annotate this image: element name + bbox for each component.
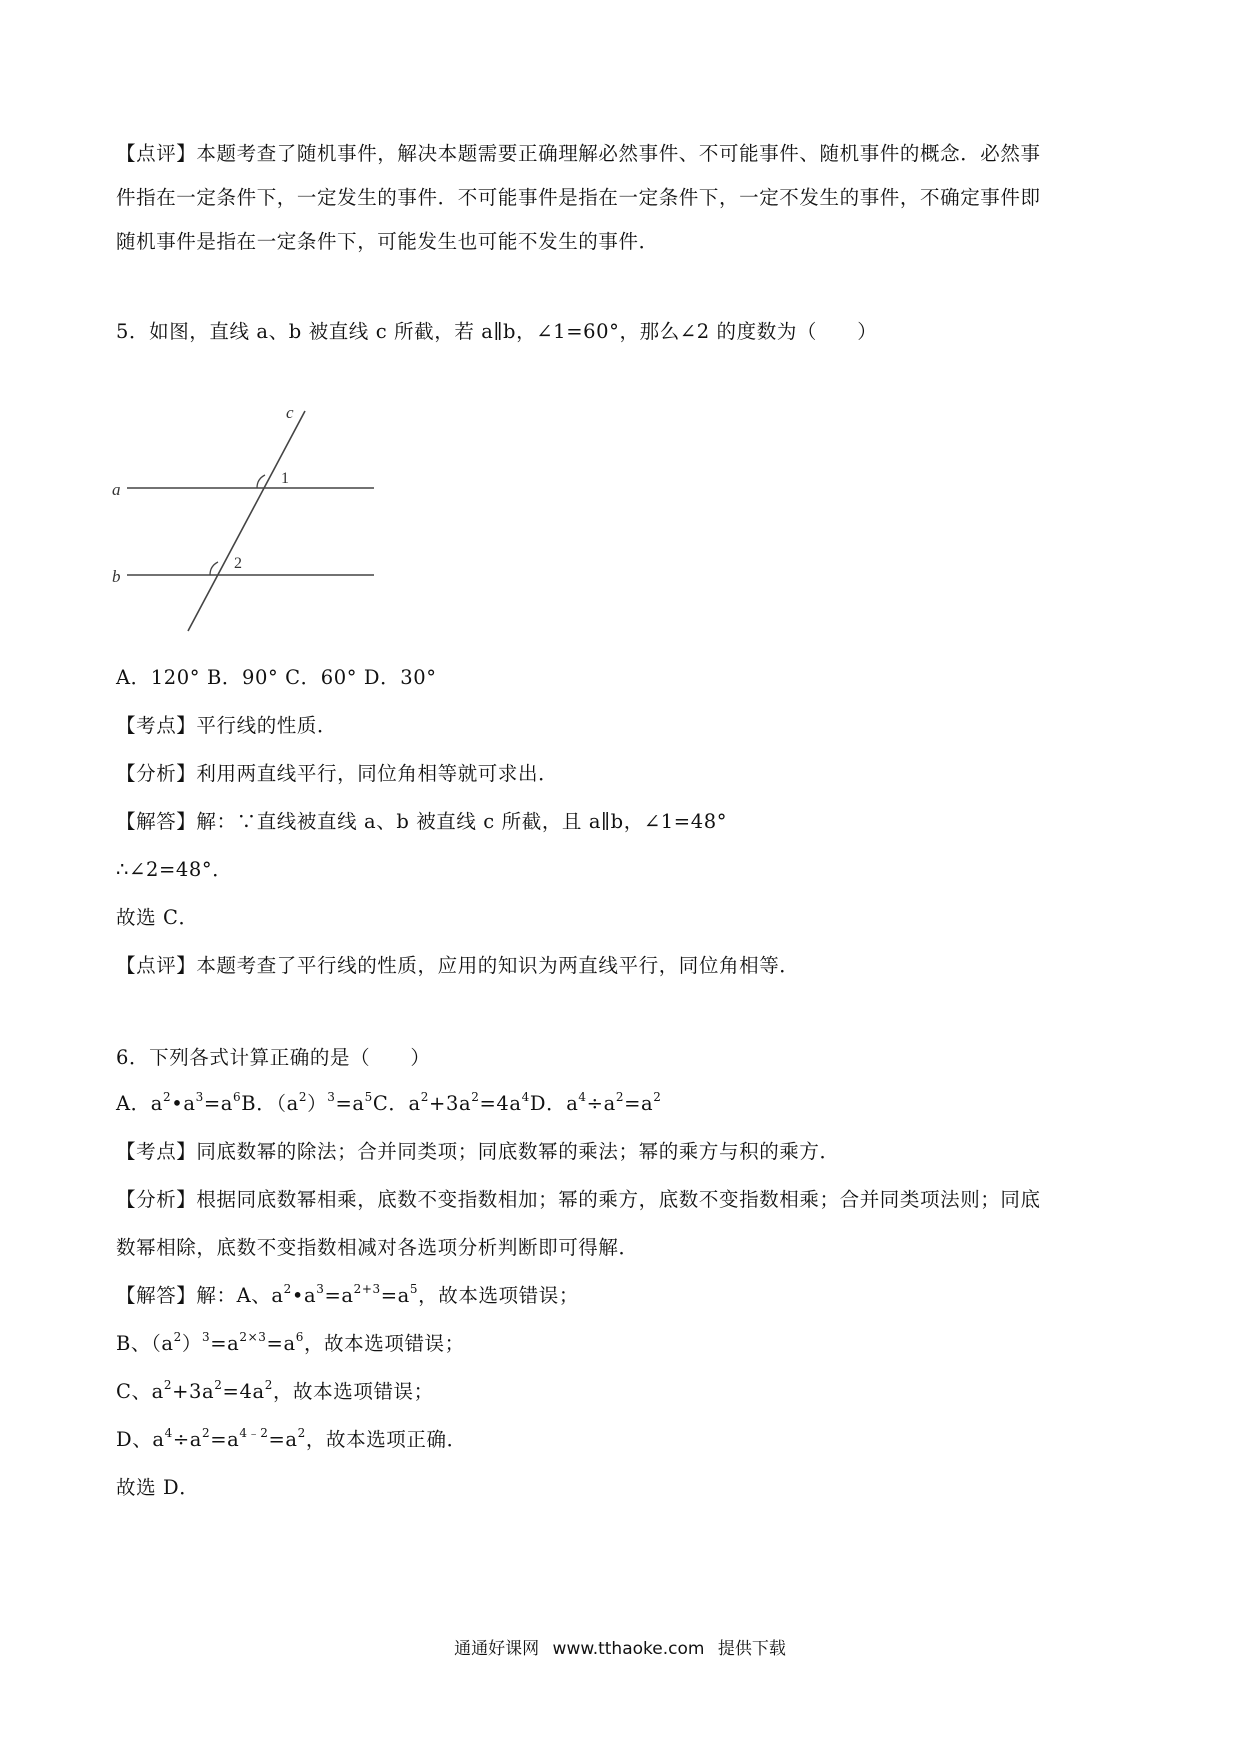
q5-kaodian: 【考点】平行线的性质． [116, 714, 338, 737]
q6-choose: 故选 D． [116, 1476, 200, 1499]
question-5: 5．如图，直线 a、b 被直线 c 所截，若 a∥b，∠1=60°，那么∠2 的度数为（ ） [116, 320, 878, 343]
label-c: c [286, 405, 294, 422]
angle-2-arc [210, 562, 218, 575]
q5-fenxi: 【分析】利用两直线平行，同位角相等就可求出． [116, 762, 559, 785]
label-1: 1 [281, 470, 289, 487]
q6-fenxi-1: 【分析】根据同底数幂相乘，底数不变指数相加；幂的乘方，底数不变指数相乘；合并同类项法则；同底 [116, 1188, 1041, 1211]
option-c: C．$a^2+3a^2=4a^4$ [372, 1090, 530, 1115]
page-footer [0, 1634, 1240, 1659]
q5-options: A．120° B．90° C．60° D．30° [116, 666, 437, 689]
q6-jieda-d: D、$a^4\div a^2=a^{4﹣2}=a^2$，故本选项正确． [116, 1426, 467, 1451]
review-line-3: 随机事件是指在一定条件下，可能发生也可能不发生的事件． [116, 230, 659, 253]
parallel-lines-figure [112, 405, 382, 640]
angle-1-arc [257, 475, 265, 488]
option-b: B．$(a^2)^3=a^5$ [241, 1090, 373, 1115]
q6-options [116, 1090, 1126, 1118]
q6-kaodian: 【考点】同底数幂的除法；合并同类项；同底数幂的乘法；幂的乘方与积的乘方． [116, 1140, 840, 1163]
label-2: 2 [234, 555, 242, 572]
question-6: 6．下列各式计算正确的是（ ） [116, 1046, 431, 1069]
line-c [188, 411, 305, 631]
q6-jieda-b: B、$(a^2)^3=a^{2\times 3}=a^6$，故本选项错误； [116, 1330, 465, 1355]
option-a: A．$a^2•a^3=a^6$ [116, 1090, 242, 1115]
footer-site: 通通好课网 [454, 1639, 540, 1659]
q5-therefore: ∴∠2=48°． [116, 858, 233, 881]
q5-choose: 故选 C． [116, 906, 199, 929]
label-b: b [112, 567, 121, 586]
q6-jieda-c: C、$a^2+3a^2=4a^2$，故本选项错误； [116, 1378, 434, 1403]
q5-review: 【点评】本题考查了平行线的性质，应用的知识为两直线平行，同位角相等． [116, 954, 800, 977]
footer-suffix: 提供下载 [717, 1639, 786, 1659]
q5-jieda: 【解答】解：∵直线被直线 a、b 被直线 c 所截，且 a∥b，∠1=48° [116, 810, 728, 833]
q6-fenxi-2: 数幂相除，底数不变指数相减对各选项分析判断即可得解． [116, 1236, 639, 1259]
label-a: a [112, 480, 121, 499]
review-line-1: 【点评】本题考查了随机事件，解决本题需要正确理解必然事件、不可能事件、随机事件的概念．必然事 [116, 142, 1041, 165]
q6-jieda-a: 【解答】解：A、$a^2•a^3=a^{2+3}=a^5$，故本选项错误； [116, 1282, 579, 1307]
footer-url[interactable]: www.tthaoke.com [552, 1639, 705, 1659]
option-d: D．$a^4\div a^2=a^2$ [529, 1090, 662, 1115]
review-line-2: 件指在一定条件下，一定发生的事件．不可能事件是指在一定条件下，一定不发生的事件，不确定事件即 [116, 186, 1041, 209]
